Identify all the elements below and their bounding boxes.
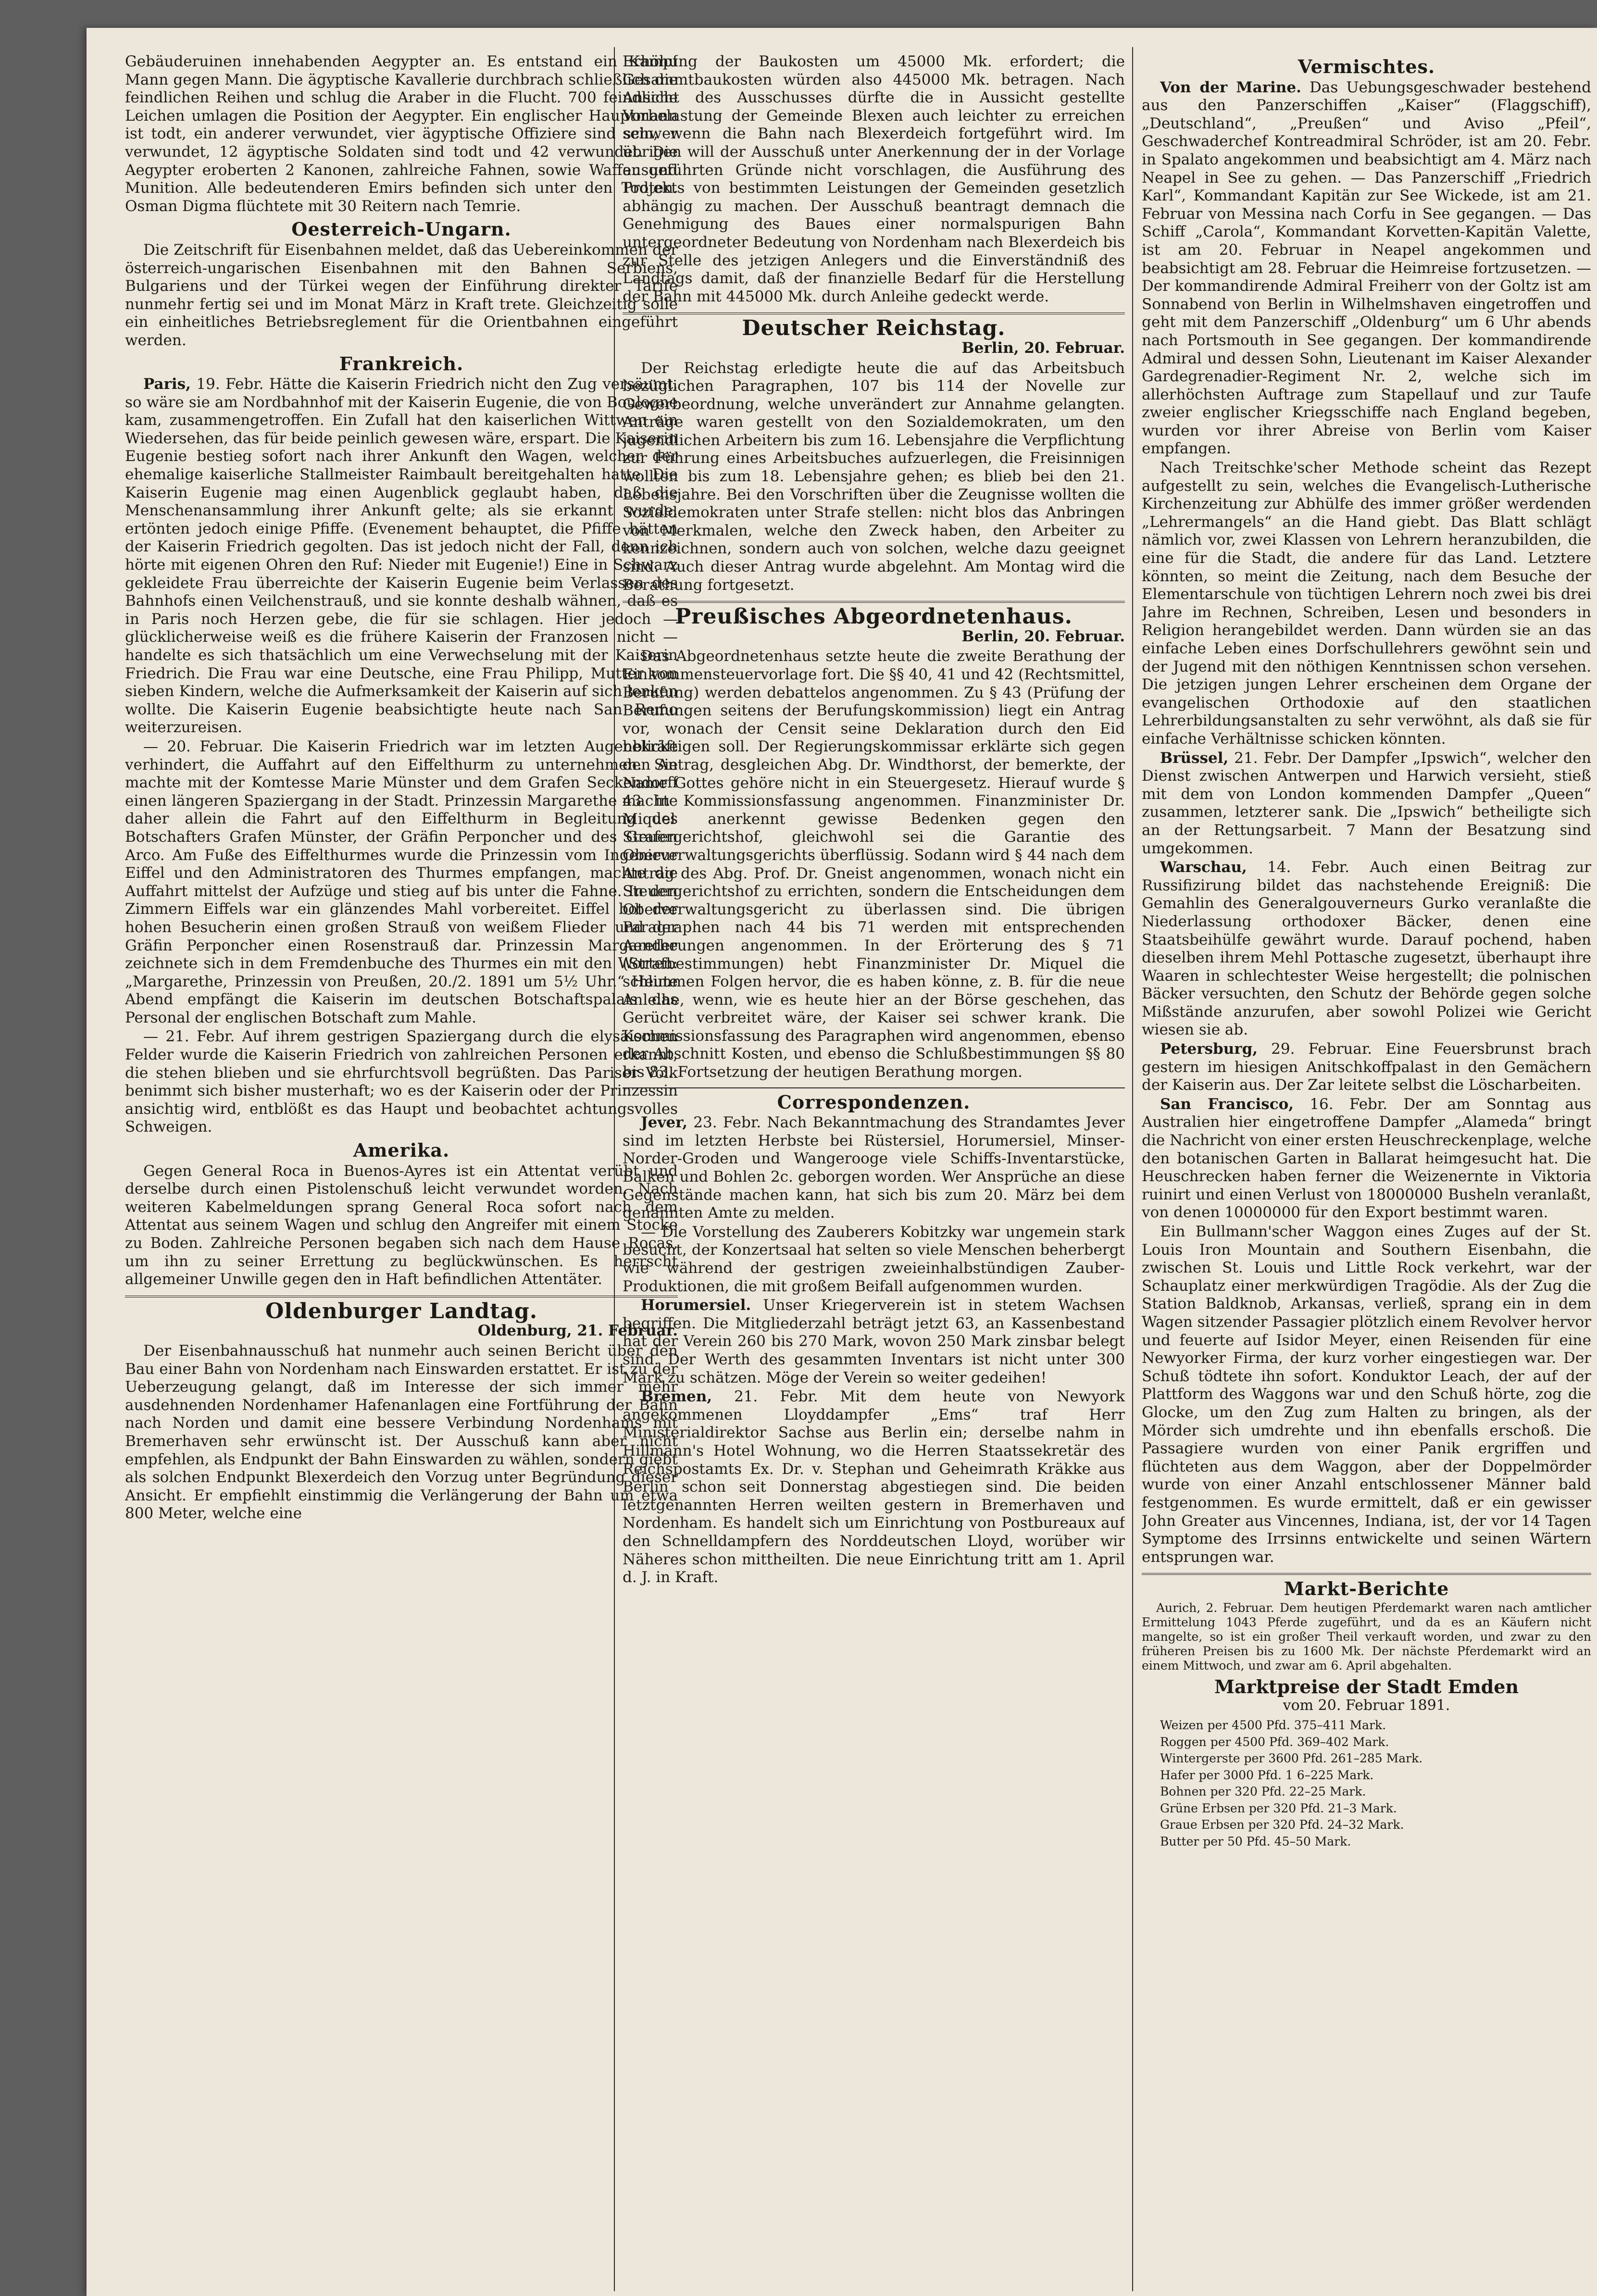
dateline-san-francisco: San Francisco, xyxy=(1160,1095,1294,1113)
article-horumersiel: Horumersiel. Unser Kriegerverein ist in stetem Wachsen begriffen. Die Mitgliederzahl beträgt jetzt 63, an Kassenbestand hat der Verein 260 bis 270 Mark, wovon 250 Mark zinsbar belegt sind. Der Werth des gesammten Inventars ist nicht unter 300 Mark zu schätzen. Möge der Verein so weiter gedeihen! xyxy=(623,1297,1125,1386)
section-heading-miscellany: Vermischtes. xyxy=(1298,56,1435,77)
article-paris-21-febr: — 21. Febr. Auf ihrem gestrigen Spaziergang durch die elysäischen Felder wurde die Kaiserin Friedrich von zahlreichen Personen erkannt, die stehen blieben und sie ehrfurchtsvoll begrüßten. Das Pariser Volk benimmt sich bisher musterhaft; wo es der Kaiserin oder der Prinzessin ansichtig wird, entblößt es das Haupt und beobachtet achtungsvolles Schweigen. xyxy=(125,1028,678,1136)
dateline-bruessel: Brüssel, xyxy=(1160,749,1229,767)
dateline-warschau: Warschau, xyxy=(1160,859,1247,876)
newspaper-page xyxy=(87,28,1597,2296)
article-treitschke: Nach Treitschke'scher Methode scheint das Rezept aufgestellt zu sein, welches die Evangelisch-Lutherische Kirchenzeitung zur Abhülfe des immer größer werdenden „Lehrermangels“ an die Hand giebt. Das Blatt schlägt nämlich vor, zwei Klassen von Lehrern heranzubilden, die eine für die Stadt, die andere für das Land. Letztere könnten, so meint die Zeitung, nach dem Besuche der Elementarschule von tüchtigen Lehrern noch zwei bis drei Jahre im Rechnen, Schreiben, Lesen und besonders in Religion herangebildet werden. Dann würden sie an das einfache Leben eines Dorfschullehrers gewöhnt sein und der Jugend mit den nöthigen Kenntnissen schon versehen. Die jetzigen jungen Lehrer erscheinen dem Organe der evangelischen Orthodoxie auf den staatlichen Lehrerbildungsanstalten zu sehr verwöhnt, als daß sie für einfache Verhältnisse schicken könnten. xyxy=(1142,459,1591,748)
section-divider xyxy=(623,601,1125,603)
article-america: Gegen General Roca in Buenos-Ayres ist ein Attentat verübt und derselbe durch einen Pistolenschuß leicht verwundet worden. Nach weiteren Kabelmeldungen sprang General Roca sofort nach dem Attentat aus seinem Wagen und schlug den Angreifer mit einem Stocke zu Boden. Zahlreiche Personen begaben sich nach dem Hause Rocas, um ihn zu seiner Errettung zu beglückwünschen. Es herrscht allgemeiner Unwille gegen den in Haft befindlichen Attentäter. xyxy=(125,1162,678,1288)
article-paris: Paris, 19. Febr. Hätte die Kaiserin Friedrich nicht den Zug versäumt, so wäre sie am Nordbahnhof mit der Kaiserin Eugenie, die von Boulogne kam, zusammengetroffen. Ein Zufall hat den kaiserlichen Wittwen ein Wiedersehen, das für beide peinlich gewesen wäre, erspart. Die Kaiserin Eugenie bestieg sofort nach ihrer Ankunft den Wagen, welcher der ehemalige kaiserliche Stallmeister Raimbault bereitgehalten hatte. Die Kaiserin Eugenie mag einen Augenblick geglaubt haben, daß die Menschenansammlung ihrer Ankunft gelte; als sie erkannt wurde, ertönten jedoch einige Pfiffe. (Evenement behauptet, die Pfiffe hätten der Kaiserin Friedrich gegolten. Das ist jedoch nicht der Fall, denn ich hörte mit eigenen Ohren den Ruf: Nieder mit Eugenie!) Eine in Schwarz gekleidete Frau überreichte der Kaiserin Eugenie beim Verlassen des Bahnhofs einen Veilchenstrauß, und sie konnte deshalb wähnen, daß es in Paris noch Herzen gebe, die für sie schlagen. Hier jedoch — glücklicherweise weiß es die frühere Kaiserin der Franzosen nicht — handelte es sich thatsächlich um eine Verwechselung mit der Kaiserin Friedrich. Die Frau war eine Deutsche, eine Frau Philipp, Mutter von sieben Kindern, welche die Aufmerksamkeit der Kaiserin auf sich lenken wollte. Die Kaiserin Eugenie beabsichtigte heute nach San Remo weiterzureisen. xyxy=(125,375,678,736)
price-row: Weizen per 4500 Pfd. 375–411 Mark. xyxy=(1160,1718,1386,1733)
market-prices-date: vom 20. Februar 1891. xyxy=(1283,1697,1450,1714)
section-heading-america: Amerika. xyxy=(353,1139,450,1161)
column-right xyxy=(1142,53,1591,2286)
article-paris-20-febr: — 20. Februar. Die Kaiserin Friedrich war im letzten Augenblicke verhindert, die Auffahrt auf den Eiffelthurm zu unternehmen. Sie machte mit der Komtesse Marie Münster und dem Grafen Seckendorff einen längeren Spaziergang in der Stadt. Prinzessin Margarethe machte daher allein die Fahrt auf den Eiffelthurm in Begleitung des Botschafters Grafen Münster, der Gräfin Perponcher und des Grafen Arco. Am Fuße des Eiffelthurmes wurde die Prinzessin vom Ingenieur Eiffel und den Administratoren des Thurmes empfangen, machte die Auffahrt mittelst der Aufzüge und stieg auf bis unter die Fahne. In den Zimmern Eiffels war ein glänzendes Mahl vorbereitet. Eiffel bot der hohen Besucherin einen großen Strauß von weißem Flieder und der Gräfin Perponcher einen Rosenstrauß dar. Prinzessin Margarethe zeichnete sich in dem Fremdenbuche des Thurmes ein mit den Worten: „Margarethe, Prinzessin von Preußen, 20./2. 1891 um 5½ Uhr.“ Heute Abend empfängt die Kaiserin im deutschen Botschaftspalais das Personal der englischen Botschaft zum Mahle. xyxy=(125,737,678,1026)
section-heading-landtag: Oldenburger Landtag. xyxy=(265,1298,538,1323)
article-warschau: Warschau, 14. Febr. Auch einen Beitrag zur Russifizirung bildet das nachstehende Ereigniß: Die Gemahlin des Generalgouverneurs Gurko veranlaßte die Niederlassung orthodoxer Bäcker, denen eine Staatsbeihülfe gewährt wurde. Darauf pochend, haben dieselben ihrem Mehl Pottasche zugesetzt, überhaupt ihre Waaren in schlechtester Weise hergestellt; die polnischen Bäcker versuchten, den Schutz der Behörde gegen solche Mißstände anzurufen, aber sowohl Polizei wie Gericht wiesen sie ab. xyxy=(1142,859,1591,1039)
article-zauberer: — Die Vorstellung des Zauberers Kobitzky war ungemein stark besucht, der Konzertsaal hat selten so viele Menschen beherbergt wie während der gestrigen zweieinhalbstündigen Zauber-Produktionen, die mit großem Beifall aufgenommen wurden. xyxy=(623,1223,1125,1295)
article-san-francisco: San Francisco, 16. Febr. Der am Sonntag aus Australien hier eingetroffene Dampfer „Alameda“ bringt die Nachricht von einer ersten Heuschreckenplage, welche den botanischen Garten in Ballarat heimgesucht hat. Die Heuschrecken haben ferner die Weizenernte in Viktoria ruinirt und einen Verlust von 18000000 Busheln veranlaßt, von denen 10000000 für den Export bestimmt waren. xyxy=(1142,1095,1591,1222)
dateline-berlin-reichstag: Berlin, 20. Februar. xyxy=(961,339,1125,357)
price-row: Butter per 50 Pfd. 45–50 Mark. xyxy=(1160,1834,1351,1848)
article-landtag: Der Eisenbahnausschuß hat nunmehr auch seinen Bericht über den Bau einer Bahn von Nordenham nach Einswarden erstattet. Er ist zu der Ueberzeugung gelangt, daß im Interesse der sich immer mehr ausdehnenden Nordenhamer Hafenanlagen eine Fortführung der Bahn nach Norden und damit eine bessere Verbindung Nordenhams mit Bremerhaven sehr erwünscht ist. Der Ausschuß kann aber nicht empfehlen, als Endpunkt der Bahn Einswarden zu wählen, sondern giebt als solchen Endpunkt Blexerdeich den Vorzug unter Begründung dieser Ansicht. Er empfiehlt einstimmig die Verlängerung der Bahn um etwa 800 Meter, welche eine xyxy=(125,1342,678,1522)
dateline-petersburg: Petersburg, xyxy=(1160,1040,1258,1058)
section-heading-abgeordnetenhaus: Preußisches Abgeordnetenhaus. xyxy=(675,604,1073,629)
dateline-oldenburg: Oldenburg, 21. Februar. xyxy=(477,1322,678,1340)
article-egypt-continuation: Gebäuderuinen innehabenden Aegypter an. Es entstand ein Kampf Mann gegen Mann. Die ägyptische Kavallerie durchbrach schließlich die feindlichen Reihen und schlug die Araber in die Flucht. 700 feindliche Leichen umlagen die Position der Aegypter. Ein englischer Hauptmann ist todt, ein anderer verwundet, vier ägyptische Offiziere sind schwer verwundet, 12 ägyptische Soldaten sind todt und 42 verwundet. Die Aegypter eroberten 2 Kanonen, zahlreiche Fahnen, sowie Waffen und Munition. Alle bedeutenderen Emirs befinden sich unter den Todten. Osman Digma flüchtete mit 30 Reitern nach Temrie. xyxy=(125,53,678,215)
article-marine: Von der Marine. Das Uebungsgeschwader bestehend aus den Panzerschiffen „Kaiser“ (Flaggschiff), „Deutschland“, „Preußen“ und Aviso „Pfeil“, Geschwaderchef Kontreadmiral Schröder, ist am 20. Febr. in Spalato angekommen und beabsichtigt am 4. März nach Neapel in See zu gehen. — Das Panzerschiff „Friedrich Karl“, Kommandant Kapitän zur See Wickede, ist am 21. Februar von Messina nach Corfu in See gegangen. — Das Schiff „Carola“, Kommandant Korvetten-Kapitän Valette, ist am 20. Februar in Neapel angekommen und beabsichtigt am 28. Februar die Heimreise fortzusetzen. — Der kommandirende Admiral Freiherr von der Goltz ist am Sonnabend von Berlin in Wilhelmshaven eingetroffen und geht mit dem Panzerschiff „Oldenburg“ um 6 Uhr abends nach Portsmouth in See gegangen. Der kommandirende Admiral und dessen Sohn, Lieutenant im Kaiser Alexander Gardegrenadier-Regiment Nr. 2, welche sich im allerhöchsten Auftrage zum Stapellauf und zur Taufe zweier englischer Kriegsschiffe nach England begeben, wurden vor ihrer Abreise von Berlin vom Kaiser empfangen. xyxy=(1142,78,1591,458)
column-middle xyxy=(623,53,1125,2286)
dateline-jever: Jever, xyxy=(641,1114,687,1132)
price-row: Hafer per 3000 Pfd. 1 6–225 Mark. xyxy=(1160,1768,1374,1782)
price-row: Grüne Erbsen per 320 Pfd. 21–3 Mark. xyxy=(1160,1801,1397,1815)
article-bruessel: Brüssel, 21. Febr. Der Dampfer „Ipswich“, welcher den Dienst zwischen Antwerpen und Harwich versieht, stieß mit dem von London kommenden Dampfer „Queen“ zusammen, letzterer sank. Die „Ipswich“ betheiligte sich an der Rettungsarbeit. 7 Mann der Besatzung sind umgekommen. xyxy=(1142,749,1591,857)
price-row: Bohnen per 320 Pfd. 22–25 Mark. xyxy=(1160,1784,1366,1799)
market-reports xyxy=(1142,1601,1591,1673)
section-heading-market-reports: Markt-Berichte xyxy=(1284,1578,1449,1600)
dateline-berlin-abgeordnetenhaus: Berlin, 20. Februar. xyxy=(961,627,1125,645)
article-austria: Die Zeitschrift für Eisenbahnen meldet, daß das Uebereinkommen der österreich-ungarischen Eisenbahnen mit den Bahnen Serbiens, Bulgariens und der Türkei wegen der Einführung direkter Tarife nunmehr fertig sei und im Monat März in Kraft trete. Gleichzeitig solle ein einheitliches Betriebsreglement für die Orientbahnen eingeführt werden. xyxy=(125,241,678,349)
article-aurich-horse-market: Aurich, 2. Februar. Dem heutigen Pferdemarkt waren nach amtlicher Ermittelung 1043 Pferde zugeführt, und da es an Käufern nicht mangelte, so ist ein großer Theil verkauft worden, und zwar zu den früheren Preisen bis zu 1600 Mk. Der nächste Pferdemarkt wird an einem Mittwoch, und zwar am 6. April abgehalten. xyxy=(1142,1600,1591,1672)
article-bullmann-waggon: Ein Bullmann'scher Waggon eines Zuges auf der St. Louis Iron Mountain and Southern Eisenbahn, die zwischen St. Louis und Little Rock verkehrt, war der Schauplatz einer merkwürdigen Tragödie. Als der Zug die Station Baldknob, Arkansas, verließ, sprang ein in dem Wagen sitzender Passagier plötzlich einem Revolver hervor und feuerte auf Isidor Meyer, einen Reisenden für eine Newyorker Firma, der kurz vorher eingestiegen war. Der Schuß tödtete ihn sofort. Konduktor Leach, der auf der Plattform des Waggons war und den Schuß hörte, zog die Glocke, um den Zug zum Halten zu bringen, als der Mörder sich umdrehte und ihn ebenfalls erschoß. Die Passagiere wurden von einer Panik ergriffen und flüchteten aus dem Waggon, aber der Doppelmörder wurde von einer Anzahl entschlossener Männer bald festgenommen. Es wurde ermittelt, daß er ein gewisser John Greater aus Vincennes, Indiana, ist, der vor 14 Tagen Symptome des Irrsinns entwickelte und seinen Wärtern entsprungen war. xyxy=(1142,1223,1591,1566)
article-petersburg: Petersburg, 29. Februar. Eine Feuersbrunst brach gestern im hiesigen Anitschkoffpalast in den Gemächern der Kaiserin aus. Der Zar leitete selbst die Löscharbeiten. xyxy=(1142,1040,1591,1094)
dateline-horumersiel: Horumersiel. xyxy=(641,1297,751,1314)
article-reichstag: Der Reichstag erledigte heute die auf das Arbeitsbuch bezüglichen Paragraphen, 107 bis 114 der Novelle zur Gewerbeordnung, welche unverändert zur Annahme gelangten. Anträge waren gestellt von den Sozialdemokraten, um den jugendlichen Arbeitern bis zum 16. Lebensjahre die Verpflichtung zur Führung eines Arbeitsbuches aufzuerlegen, die Freisinnigen wollten bis zum 18. Lebensjahre gehen; es blieb bei den 21. Lebensjahre. Bei den Vorschriften über die Zeugnisse wollten die Sozialdemokraten unter Strafe stellen: nicht blos das Anbringen von Merkmalen, welche den Zweck haben, den Arbeiter zu kennzeichnen, sondern auch von solchen, welche dazu geeignet sind. Auch dieser Antrag wurde abgelehnt. Am Montag wird die Berathung fortgesetzt. xyxy=(623,359,1125,594)
price-row: Wintergerste per 3600 Pfd. 261–285 Mark. xyxy=(1160,1751,1423,1766)
column-left xyxy=(125,53,678,2286)
dateline-bremen: Bremen, xyxy=(641,1388,712,1406)
section-divider xyxy=(125,1296,678,1298)
market-prices-list xyxy=(1142,1718,1591,1849)
section-heading-france: Frankreich. xyxy=(339,352,464,374)
article-landtag-continuation: Erhöhung der Baukosten um 45000 Mk. erfordert; die Gesammtbaukosten würden also 445000 Mk. betragen. Nach Ansicht des Ausschusses dürfte die in Aussicht gestellte Vorbelastung der Gemeinde Blexen auch leichter zu erreichen sein, wenn die Bahn nach Blexerdeich fortgeführt wird. Im übrigen will der Ausschuß unter Anerkennung der in der Vorlage ausgeführten Gründe nicht vorschlagen, die Ausführung des Projekts von bestimmten Leistungen der Gemeinden gesetzlich abhängig zu machen. Der Ausschuß beantragt demnach die Genehmigung des Baues einer normalspurigen Bahn untergeordneter Bedeutung von Nordenham nach Blexerdeich bis zur Stelle des jetzigen Anlegers und die Einverständniß des Landtags damit, daß der finanzielle Bedarf für die Herstellung der Bahn mit 445000 Mk. durch Anleihe gedeckt werde. xyxy=(623,53,1125,305)
price-row: Graue Erbsen per 320 Pfd. 24–32 Mark. xyxy=(1160,1818,1404,1832)
dateline-marine: Von der Marine. xyxy=(1160,78,1301,96)
article-bremen: Bremen, 21. Febr. Mit dem heute von Newyork angekommenen Lloyddampfer „Ems“ traf Herr Ministerialdirektor Sachse aus Berlin ein; derselbe nahm in Hillmann's Hotel Wohnung, wo die Herren Staatssekretär des Reichspostamts Ex. Dr. v. Stephan und Geheimrath Kräkke aus Berlin schon seit Donnerstag abgestiegen sind. Die beiden letztgenannten Herren weilten gestern in Bremerhaven und Nordenham. Es handelt sich um Einrichtung von Postbureaux auf den Schnelldampfern des Norddeutschen Lloyd, worüber wir Näheres schon mittheilten. Die neue Einrichtung tritt am 1. April d. J. in Kraft. xyxy=(623,1388,1125,1586)
article-abgeordnetenhaus: Das Abgeordnetenhaus setzte heute die zweite Berathung der Einkommensteuervorlage fort. Die §§ 40, 41 und 42 (Rechtsmittel, Berufung) werden debattelos angenommen. Zu § 43 (Prüfung der Berufungen seitens der Berufungskommission) liegt ein Antrag vor, wonach der Censit seine Deklaration durch den Eid bekräftigen soll. Der Regierungskommissar erklärte sich gegen den Antrag, desgleichen Abg. Dr. Windthorst, der bemerkte, der Name Gottes gehöre nicht in ein Steuergesetz. Hierauf wurde § 43 in Kommissionsfassung angenommen. Finanzminister Dr. Miquel anerkennt gewisse Bedenken gegen den Steuergerichtshof, gleichwohl sei die Garantie des Oberverwaltungsgerichts überflüssig. Sodann wird § 44 nach dem Antrag des Abg. Prof. Dr. Gneist angenommen, wonach nicht ein Steuergerichtshof zu errichten, sondern die Entscheidungen dem Oberverwaltungsgericht zu überlassen sind. Die übrigen Paragraphen nach 44 bis 71 werden mit entsprechenden Aenderungen angenommen. In der Erörterung des § 71 (Strafbestimmungen) hebt Finanzminister Dr. Miquel die schlimmen Folgen hervor, die es haben könne, z. B. für die neue Anleihe, wenn, wie es heute hier an der Börse geschehen, das Gerücht verbreitet wäre, der Kaiser sei schwer krank. Die Kommissionsfassung des Paragraphen wird angenommen, ebenso der Abschnitt Kosten, und ebenso die Schlußbestimmungen §§ 80 bis 83. Fortsetzung der heutigen Berathung morgen. xyxy=(623,648,1125,1081)
section-heading-austria: Oesterreich-Ungarn. xyxy=(291,218,512,240)
article-jever: Jever, 23. Febr. Nach Bekanntmachung des Strandamtes Jever sind im letzten Herbste bei Rüstersiel, Horumersiel, Minser-Norder-Groden und Wangerooge viele Schiffs-Inventarstücke, Balken und Bohlen 2c. geborgen worden. Wer Ansprüche an diese Gegenstände machen kann, hat sich bis zum 20. März bei dem genannten Amte zu melden. xyxy=(623,1114,1125,1222)
price-row: Roggen per 4500 Pfd. 369–402 Mark. xyxy=(1160,1734,1389,1749)
section-heading-reichstag: Deutscher Reichstag. xyxy=(742,316,1006,341)
section-divider xyxy=(1142,1573,1591,1575)
market-prices-title: Marktpreise der Stadt Emden xyxy=(1214,1675,1519,1697)
column-rule-right xyxy=(1132,47,1133,2291)
section-divider xyxy=(623,312,1125,314)
section-divider xyxy=(623,1087,1125,1088)
dateline-paris: Paris, xyxy=(143,375,191,393)
section-heading-correspondence: Correspondenzen. xyxy=(777,1091,971,1113)
